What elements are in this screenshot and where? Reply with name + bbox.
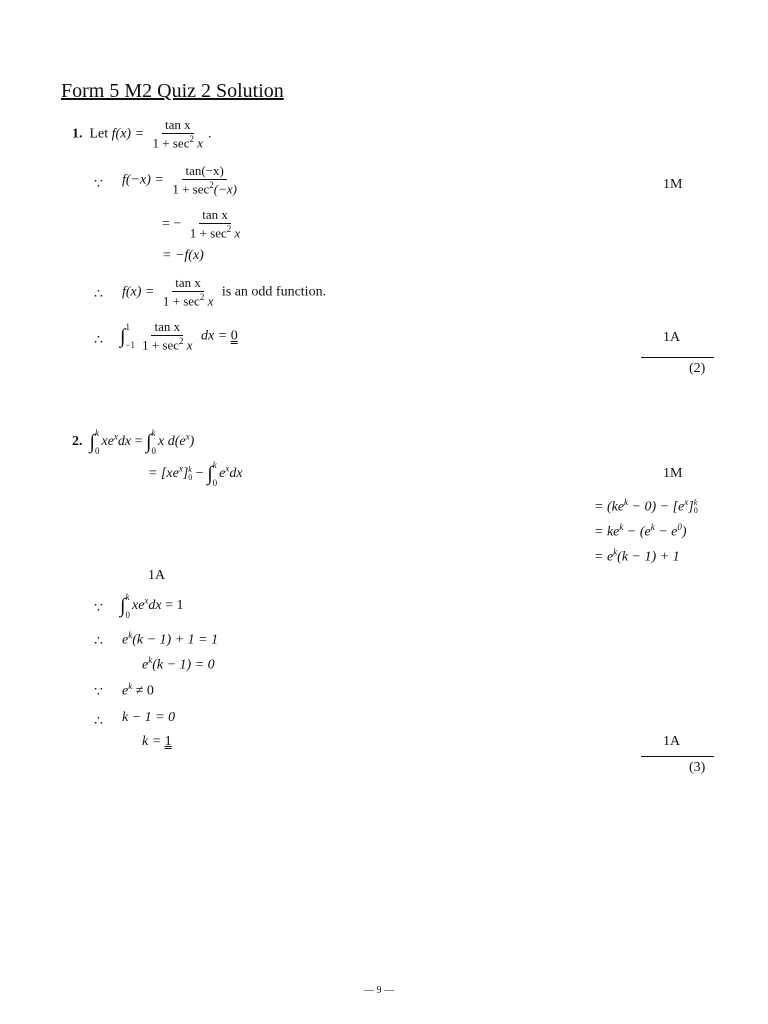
q2-therefore-2: ∴ xyxy=(94,714,103,729)
q2-statement: 2. ∫ k 0 $xe^xdx$ = ∫ k 0 x $d(e^x)$ xyxy=(72,428,195,456)
q1-total-rule xyxy=(641,357,714,358)
q2-because-1: ∵ xyxy=(94,601,103,616)
q2-because-2: ∵ xyxy=(94,685,103,700)
q1-because-1: ∵ xyxy=(94,177,103,192)
q1-numerator: tan x xyxy=(162,118,194,134)
q2-number: 2. xyxy=(72,434,83,450)
q1-step-2: = − $\frac{\text{tan x}}{1 + \sec^2 x}$ xyxy=(162,207,241,241)
q1-step-3: = −f(x) xyxy=(162,248,204,263)
q1-number: 1. xyxy=(72,126,83,142)
q2-result-3: = $e^k(k - 1) + 1$ xyxy=(594,547,680,565)
q2-eq-3: k − 1 = 0 xyxy=(122,710,176,725)
q1-step-1: f(−x) = $\frac{\tan(-x)}{1 + \sec^2(-x)}$ xyxy=(122,163,237,197)
q2-answer: 1 xyxy=(164,734,172,749)
q1-conclusion: f(x) = $\frac{\text{tan x}}{1 + \sec^2 x}$ is an odd function. xyxy=(122,275,327,309)
q2-eq-2: $e^k(k - 1) = 0$ xyxy=(142,655,215,673)
page-number: — 9 — xyxy=(364,985,394,996)
q1-mark-1M: 1M xyxy=(663,177,683,192)
q2-mark-1A: 1A xyxy=(663,734,681,749)
q1-total: (2) xyxy=(689,361,706,376)
q2-result-1: = $(ke^k - 0) - [e^x]$ k 0 xyxy=(594,497,698,516)
q2-answer-line: k = 1 xyxy=(142,734,172,749)
q2-eq-1: $e^k(k - 1) + 1 = 1$ xyxy=(122,630,219,648)
q1-answer: 0 xyxy=(230,328,238,344)
q2-mark-1M: 1M xyxy=(663,466,683,481)
q1-therefore-2: ∴ xyxy=(94,333,103,348)
q1-fx: f(x) = xyxy=(111,126,145,142)
q1-fraction xyxy=(150,118,206,151)
page-title: Form 5 M2 Quiz 2 Solution xyxy=(61,80,284,102)
q2-given: ∫ k 0 $xe^xdx = 1$ xyxy=(120,592,184,620)
q2-total: (3) xyxy=(689,760,706,775)
q2-mark-1A-mid: 1A xyxy=(148,568,166,583)
q1-denominator: $1 + \sec^2 x$ xyxy=(152,134,204,151)
q2-result-2: = $ke^k - (e^k - e^0)$ xyxy=(594,522,687,540)
q1-statement: 1. Let f(x) = $\frac{\text{tan x}}{1 + \sec^2 x}$ . xyxy=(72,117,212,151)
q1-integral: ∫ 1 −1 $\frac{\text{tan x}}{1 + \sec^2 x}$ dx = 0 xyxy=(120,319,238,353)
q1-mark-1A: 1A xyxy=(663,330,681,345)
q1-therefore-1: ∴ xyxy=(94,287,103,302)
q1-let: Let xyxy=(89,126,109,142)
q2-total-rule xyxy=(641,756,714,757)
q2-therefore-1: ∴ xyxy=(94,634,103,649)
q2-step-1: = $[xe^x]$ k 0 − ∫ k 0 $e^xdx$ xyxy=(148,460,243,488)
q2-nonzero: $e^k \ne 0$ xyxy=(122,681,154,699)
